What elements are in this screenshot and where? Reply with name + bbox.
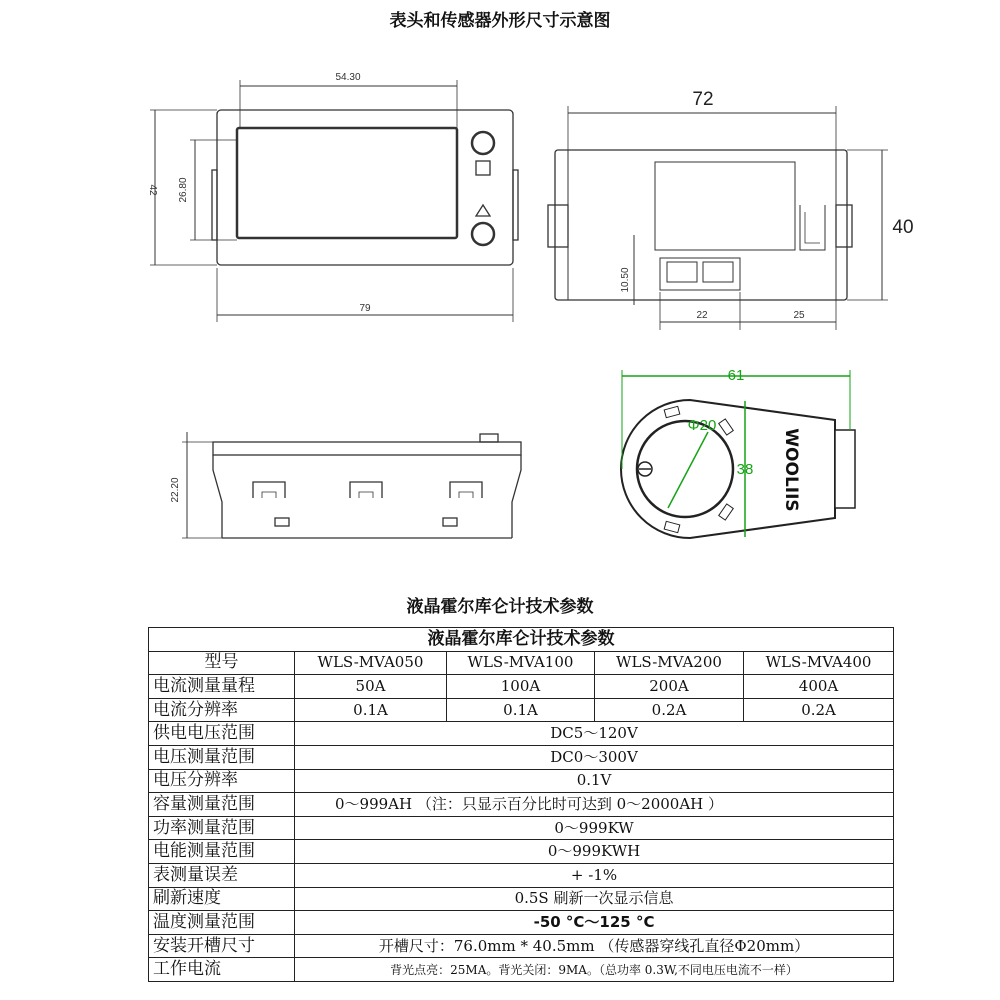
rear-offset-right-label: 25 — [793, 310, 805, 321]
table-row — [149, 698, 894, 722]
cell: 100A — [447, 675, 595, 699]
cell: 50A — [295, 675, 447, 699]
cell: 0～999KWH — [295, 840, 894, 864]
cell: 0.1A — [295, 698, 447, 722]
cell: 400A — [744, 675, 894, 699]
cell: 0.2A — [744, 698, 894, 722]
table-row — [149, 793, 894, 817]
cell: 0.1V — [295, 769, 894, 793]
table-caption: 液晶霍尔库仑计技术参数 — [149, 628, 894, 652]
cell: 0～999AH （注：只显示百分比时可达到 0～2000AH ） — [295, 793, 894, 817]
table-row — [149, 958, 894, 982]
table-row — [149, 934, 894, 958]
table-row — [149, 863, 894, 887]
cell: + -1% — [295, 863, 894, 887]
cell: DC0～300V — [295, 745, 894, 769]
rear-offset-left-label: 22 — [696, 310, 708, 321]
rear-view — [548, 106, 888, 330]
table-row — [149, 675, 894, 699]
cell: 0～999KW — [295, 816, 894, 840]
cell: 开槽尺寸：76.0mm * 40.5mm （传感器穿线孔直径Φ20mm） — [295, 934, 894, 958]
cell: WLS-MVA100 — [447, 651, 595, 675]
sensor-hole-label: Φ20 — [687, 417, 717, 434]
row-label: 刷新速度 — [149, 887, 295, 911]
cell: 0.1A — [447, 698, 595, 722]
row-label: 表测量误差 — [149, 863, 295, 887]
table-row — [149, 911, 894, 935]
row-label: 功率测量范围 — [149, 816, 295, 840]
hall-sensor — [621, 370, 855, 538]
front-width-display-label: 54.30 — [335, 72, 361, 83]
row-label: 电压测量范围 — [149, 745, 295, 769]
cell: 0.5S 刷新一次显示信息 — [295, 887, 894, 911]
table-row — [149, 816, 894, 840]
row-label: 温度测量范围 — [149, 911, 295, 935]
table-row — [149, 745, 894, 769]
front-width-total-label: 79 — [359, 303, 371, 314]
rear-terminal-height-label: 10.50 — [620, 267, 631, 293]
sensor-brand-label: WOOLIIS — [781, 428, 801, 512]
table-row — [149, 887, 894, 911]
cell: 背光点亮：25MA。背光关闭：9MA。（总功率 0.3W,不同电压电流不一样） — [295, 958, 894, 982]
cell: WLS-MVA050 — [295, 651, 447, 675]
table-row — [149, 840, 894, 864]
front-height-total-label: 42 — [147, 184, 158, 196]
front-view — [150, 80, 518, 322]
row-label: 电压分辨率 — [149, 769, 295, 793]
row-label: 电流分辨率 — [149, 698, 295, 722]
rear-height-label: 40 — [892, 217, 914, 238]
spec-table — [148, 627, 894, 982]
sensor-height-label: 38 — [736, 461, 754, 478]
front-height-display-label: 26.80 — [178, 177, 189, 203]
cell: 200A — [595, 675, 744, 699]
sensor-width-label: 61 — [727, 367, 745, 384]
row-label: 容量测量范围 — [149, 793, 295, 817]
drawing-title: 表头和传感器外形尺寸示意图 — [389, 11, 611, 31]
row-label: 型号 — [149, 651, 295, 675]
row-label: 供电电压范围 — [149, 722, 295, 746]
row-label: 电流测量量程 — [149, 675, 295, 699]
cell: WLS-MVA400 — [744, 651, 894, 675]
table-row — [149, 769, 894, 793]
cell: -50 °C～125 °C — [295, 911, 894, 935]
cell: WLS-MVA200 — [595, 651, 744, 675]
table-heading: 液晶霍尔库仑计技术参数 — [406, 597, 594, 617]
table-caption-row — [149, 628, 894, 652]
cell: 0.2A — [595, 698, 744, 722]
row-label: 电能测量范围 — [149, 840, 295, 864]
cell: DC5～120V — [295, 722, 894, 746]
table-row — [149, 651, 894, 675]
row-label: 安装开槽尺寸 — [149, 934, 295, 958]
rear-width-label: 72 — [692, 89, 714, 110]
side-depth-label: 22.20 — [170, 477, 181, 503]
side-view — [182, 432, 521, 538]
row-label: 工作电流 — [149, 958, 295, 982]
table-row — [149, 722, 894, 746]
